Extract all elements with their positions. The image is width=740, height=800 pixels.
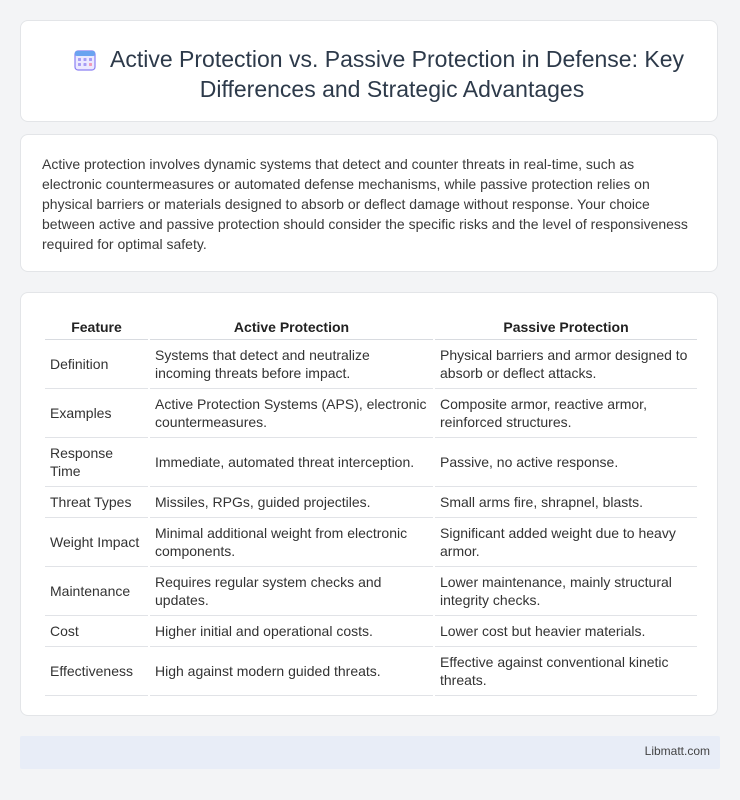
row-active: Requires regular system checks and updates.	[150, 567, 433, 616]
row-active: Missiles, RPGs, guided projectiles.	[150, 487, 433, 518]
row-passive: Lower cost but heavier materials.	[435, 616, 697, 647]
row-active: Higher initial and operational costs.	[150, 616, 433, 647]
header-feature: Feature	[45, 315, 148, 340]
table-header-row	[45, 315, 697, 340]
row-passive: Small arms fire, shrapnel, blasts.	[435, 487, 697, 518]
row-feature: Cost	[45, 616, 148, 647]
table-row	[45, 389, 697, 438]
row-active: Minimal additional weight from electronic components.	[150, 518, 433, 567]
table-row	[45, 487, 697, 518]
row-passive: Passive, no active response.	[435, 438, 697, 487]
row-active: High against modern guided threats.	[150, 647, 433, 696]
row-feature: Definition	[45, 340, 148, 389]
row-active: Systems that detect and neutralize incoming threats before impact.	[150, 340, 433, 389]
row-passive: Lower maintenance, mainly structural integrity checks.	[435, 567, 697, 616]
title-card	[20, 20, 718, 122]
row-feature: Weight Impact	[45, 518, 148, 567]
table-row	[45, 616, 697, 647]
row-feature: Threat Types	[45, 487, 148, 518]
footer-brand[interactable]: Libmatt.com	[644, 744, 710, 758]
table-row	[45, 518, 697, 567]
header-passive: Passive Protection	[435, 315, 697, 340]
intro-paragraph: Active protection involves dynamic systems that detect and counter threats in real-time, such as electronic countermeasures or automated defense mechanisms, while passive protection relies on physical barriers or materials designed to absorb or deflect damage without response. Your choice between active and passive protection should consider the specific risks and the level of responsiveness required for optimal safety.	[42, 156, 688, 252]
table-row	[45, 438, 697, 487]
table-row	[45, 647, 697, 696]
row-passive: Significant added weight due to heavy armor.	[435, 518, 697, 567]
row-feature: Maintenance	[45, 567, 148, 616]
row-passive: Effective against conventional kinetic threats.	[435, 647, 697, 696]
comparison-table	[43, 315, 699, 696]
row-active: Immediate, automated threat interception.	[150, 438, 433, 487]
page-title: Active Protection vs. Passive Protection in Defense: Key Differences and Strategic Advantages	[110, 46, 684, 102]
row-passive: Composite armor, reactive armor, reinforced structures.	[435, 389, 697, 438]
header-active: Active Protection	[150, 315, 433, 340]
row-active: Active Protection Systems (APS), electronic countermeasures.	[150, 389, 433, 438]
table-row	[45, 340, 697, 389]
row-passive: Physical barriers and armor designed to absorb or deflect attacks.	[435, 340, 697, 389]
table-row	[45, 567, 697, 616]
row-feature: Response Time	[45, 438, 148, 487]
comparison-card	[20, 292, 718, 716]
footer-bar	[20, 736, 720, 769]
intro-card	[20, 134, 718, 272]
row-feature: Examples	[45, 389, 148, 438]
row-feature: Effectiveness	[45, 647, 148, 696]
